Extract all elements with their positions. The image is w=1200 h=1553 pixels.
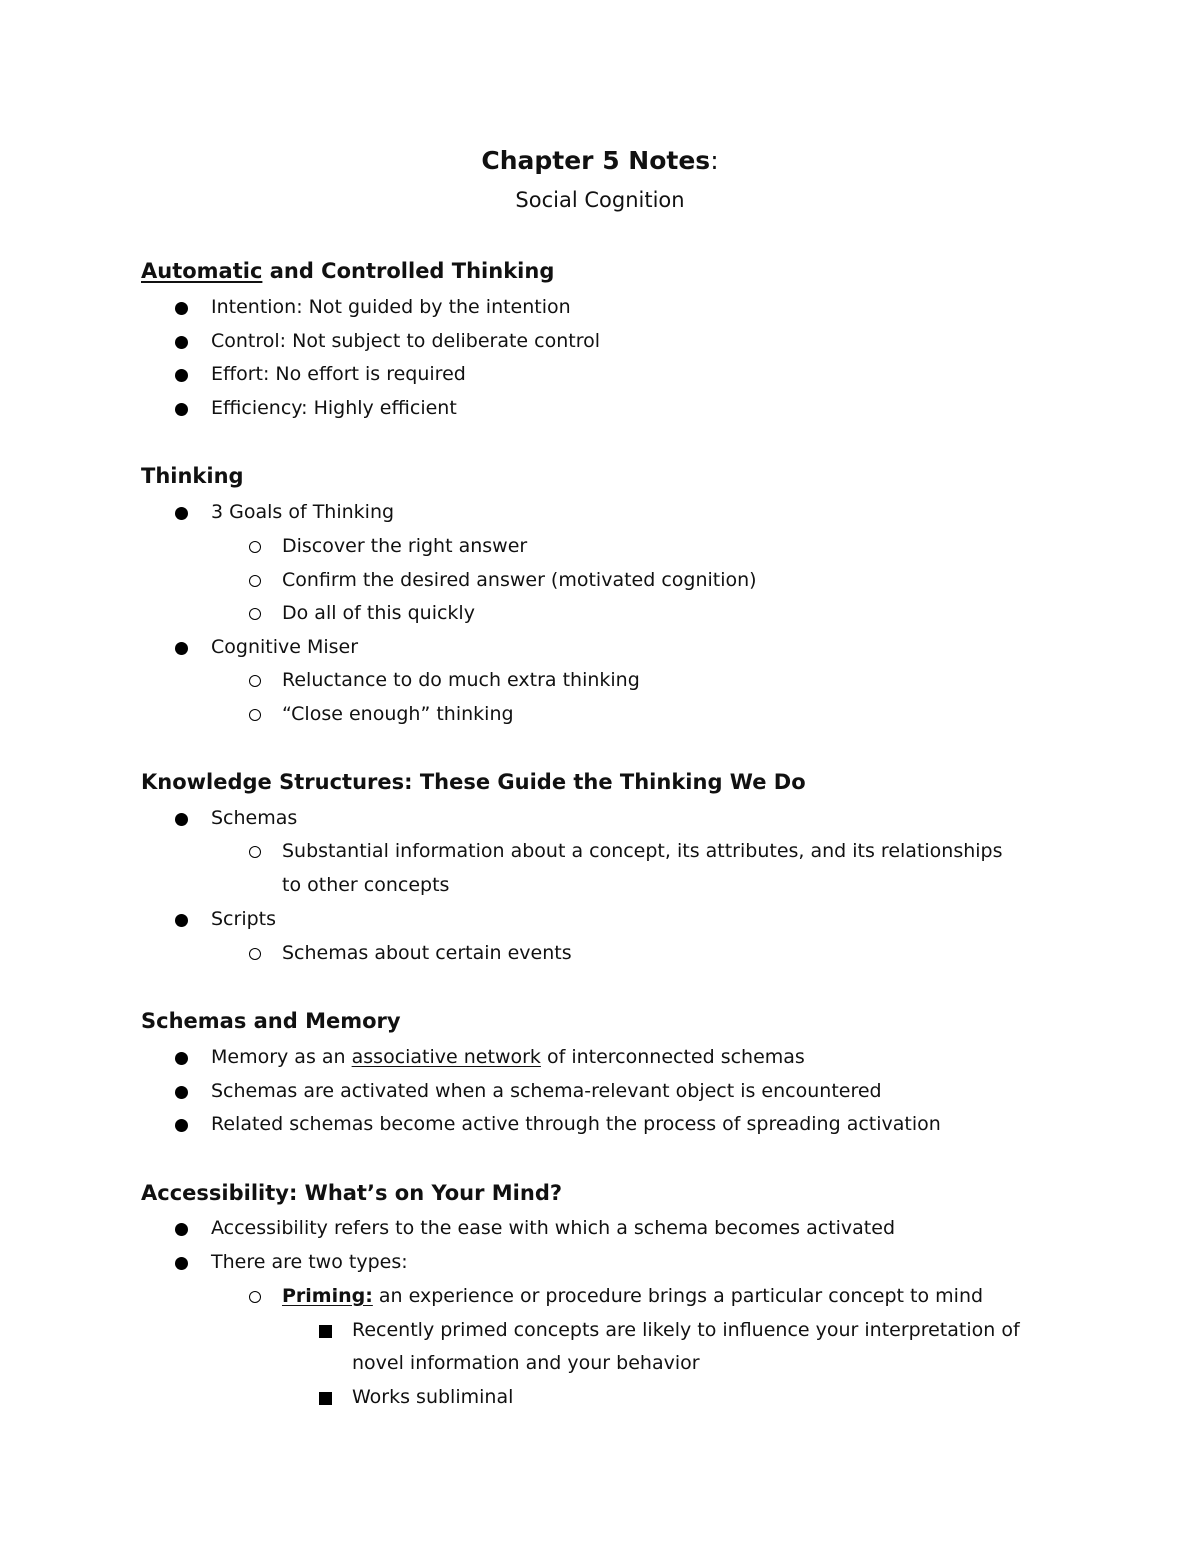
list-item — [211, 1074, 882, 1108]
bold-underlined-term: Priming: — [282, 1285, 373, 1307]
document-title — [0, 142, 1200, 180]
sub-list-item-text: to other concepts — [282, 874, 450, 896]
hollow-bullet-icon — [249, 608, 261, 620]
sub-list-item-continuation — [282, 868, 449, 902]
bullet-icon — [175, 302, 188, 315]
list-item — [211, 1211, 895, 1245]
heading-underlined-term: Automatic — [141, 259, 263, 283]
hollow-bullet-icon — [249, 948, 261, 960]
list-item — [211, 391, 457, 425]
list-item-text: Control: Not subject to deliberate control — [211, 330, 601, 352]
section-heading-thinking: Thinking — [141, 464, 244, 488]
list-item-text: Schemas are activated when a schema-relevant object is encountered — [211, 1080, 882, 1102]
list-item-text: Memory as an — [211, 1046, 352, 1068]
heading-rest: and Controlled Thinking — [262, 259, 555, 283]
list-item — [211, 357, 466, 391]
sub-sub-list-item-text: novel information and your behavior — [352, 1352, 700, 1374]
sub-list-item-text: Reluctance to do much extra thinking — [282, 669, 640, 691]
list-item-text: Efficiency: Highly efficient — [211, 397, 457, 419]
sub-list-item-text: Schemas about certain events — [282, 942, 572, 964]
sub-sub-list-item-text: Works subliminal — [352, 1386, 514, 1408]
sub-list-item — [282, 563, 757, 597]
list-item — [211, 290, 571, 324]
bullet-icon — [175, 914, 188, 927]
title-text: Chapter 5 Notes — [481, 146, 711, 175]
list-item — [211, 495, 394, 529]
sub-sub-list-item-text: Recently primed concepts are likely to influence your interpretation of — [352, 1319, 1020, 1341]
list-item — [211, 324, 600, 358]
section-heading-automatic — [141, 256, 554, 286]
bullet-icon — [175, 813, 188, 826]
hollow-bullet-icon — [249, 675, 261, 687]
list-item-text: 3 Goals of Thinking — [211, 501, 395, 523]
sub-list-item-text: an experience or procedure brings a particular concept to mind — [372, 1285, 984, 1307]
list-item-text: Related schemas become active through the process of spreading activation — [211, 1113, 941, 1135]
sub-sub-list-item — [352, 1313, 1020, 1347]
list-item-text: Accessibility refers to the ease with which a schema becomes activated — [211, 1217, 896, 1239]
bullet-icon — [175, 1119, 188, 1132]
sub-list-item — [282, 596, 475, 630]
sub-list-item — [282, 529, 527, 563]
list-item — [211, 902, 276, 936]
sub-list-item-text: “Close enough” thinking — [282, 703, 514, 725]
bullet-icon — [175, 507, 188, 520]
section-heading-knowledge-structures: Knowledge Structures: These Guide the Thinking We Do — [141, 770, 806, 794]
bullet-icon — [175, 336, 188, 349]
list-item — [211, 630, 358, 664]
list-item-text: Intention: Not guided by the intention — [211, 296, 571, 318]
list-item-text: Scripts — [211, 908, 277, 930]
document-subtitle: Social Cognition — [515, 188, 685, 212]
bullet-icon — [175, 1052, 188, 1065]
underlined-term: associative network — [351, 1046, 541, 1068]
sub-list-item — [282, 1279, 983, 1313]
square-bullet-icon — [319, 1392, 332, 1405]
bullet-icon — [175, 369, 188, 382]
sub-sub-list-item-continuation — [352, 1346, 700, 1380]
list-item — [211, 801, 297, 835]
sub-list-item — [282, 936, 572, 970]
list-item-text: Effort: No effort is required — [211, 363, 466, 385]
list-item — [211, 1040, 805, 1074]
bullet-icon — [175, 642, 188, 655]
bullet-icon — [175, 403, 188, 416]
sub-list-item — [282, 834, 1003, 868]
list-item-text: Cognitive Miser — [211, 636, 359, 658]
square-bullet-icon — [319, 1325, 332, 1338]
list-item-text: Schemas — [211, 807, 298, 829]
sub-list-item-text: Do all of this quickly — [282, 602, 475, 624]
hollow-bullet-icon — [249, 846, 261, 858]
hollow-bullet-icon — [249, 1291, 261, 1303]
bullet-icon — [175, 1086, 188, 1099]
list-item-text: There are two types: — [211, 1251, 408, 1273]
hollow-bullet-icon — [249, 541, 261, 553]
bullet-icon — [175, 1257, 188, 1270]
sub-list-item-text: Discover the right answer — [282, 535, 528, 557]
hollow-bullet-icon — [249, 709, 261, 721]
hollow-bullet-icon — [249, 575, 261, 587]
sub-sub-list-item — [352, 1380, 513, 1414]
list-item — [211, 1107, 941, 1141]
section-heading-accessibility: Accessibility: What’s on Your Mind? — [141, 1181, 563, 1205]
list-item-text: of interconnected schemas — [540, 1046, 805, 1068]
list-item — [211, 1245, 408, 1279]
sub-list-item — [282, 697, 514, 731]
sub-list-item-text: Confirm the desired answer (motivated cognition) — [282, 569, 757, 591]
sub-list-item — [282, 663, 640, 697]
bullet-icon — [175, 1223, 188, 1236]
section-heading-schemas-memory: Schemas and Memory — [141, 1009, 401, 1033]
title-colon: : — [710, 146, 719, 175]
sub-list-item-text: Substantial information about a concept, its attributes, and its relationships — [282, 840, 1003, 862]
